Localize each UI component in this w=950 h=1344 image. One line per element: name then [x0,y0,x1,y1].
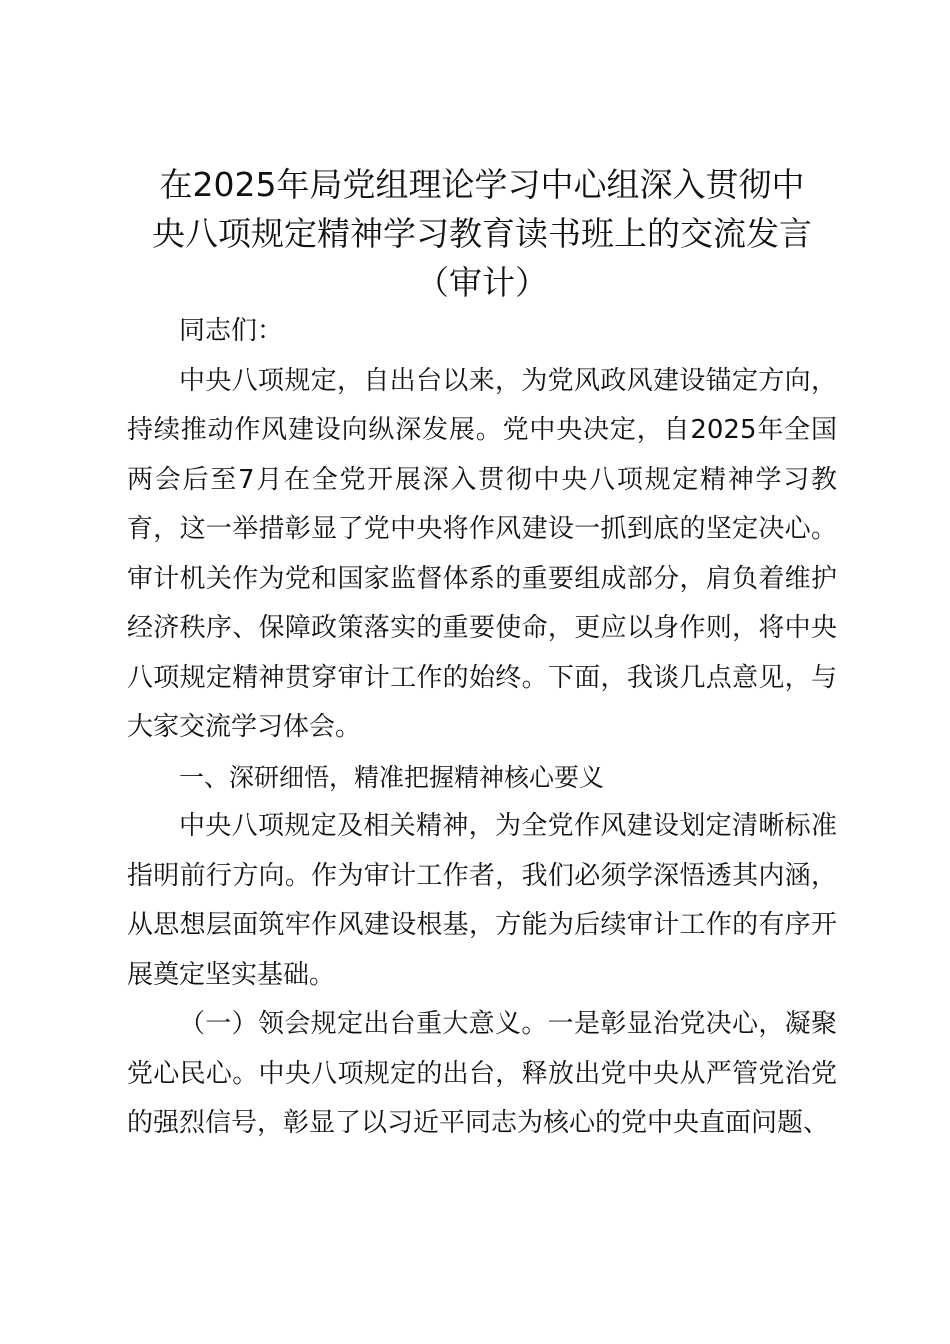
title-line-2: 央八项规定精神学习教育读书班上的交流发言 [152,214,812,253]
paragraph-intro: 中央八项规定，自出台以来，为党风政风建设锚定方向，持续推动作风建设向纵深发展。党中央决定，自2025年全国两会后至7月在全党开展深入贯彻中央八项规定精神学习教育，这一举措彰显了党中央将作风建设一抓到底的坚定决心。审计机关作为党和国家监督体系的重要组成部分，肩负着维护经济秩序、保障政策落实的重要使命，更应以身作则，将中央八项规定精神贯穿审计工作的始终。下面，我谈几点意见，与大家交流学习体会。 [127,365,837,742]
paragraph-section-1: 中央八项规定及相关精神，为全党作风建设划定清晰标准指明前行方向。作为审计工作者，我们必须学深悟透其内涵，从思想层面筑牢作风建设根基，方能为后续审计工作的有序开展奠定坚实基础。 [127,811,837,990]
title-line-3: （审计） [416,263,548,302]
document-body [127,160,837,1149]
section-heading-1: 一、深研细悟，精准把握精神核心要义 [179,762,605,792]
paragraph-subsection-1: （一）领会规定出台重大意义。一是彰显治党决心，凝聚党心民心。中央八项规定的出台，释放出党中央从严管党治党的强烈信号，彰显了以习近平同志为核心的党中央直面问题、 [127,1009,837,1138]
title-line-1: 在2025年局党组理论学习中心组深入贯彻中 [159,165,805,204]
greeting: 同志们： [179,316,284,346]
document-title [127,160,837,307]
